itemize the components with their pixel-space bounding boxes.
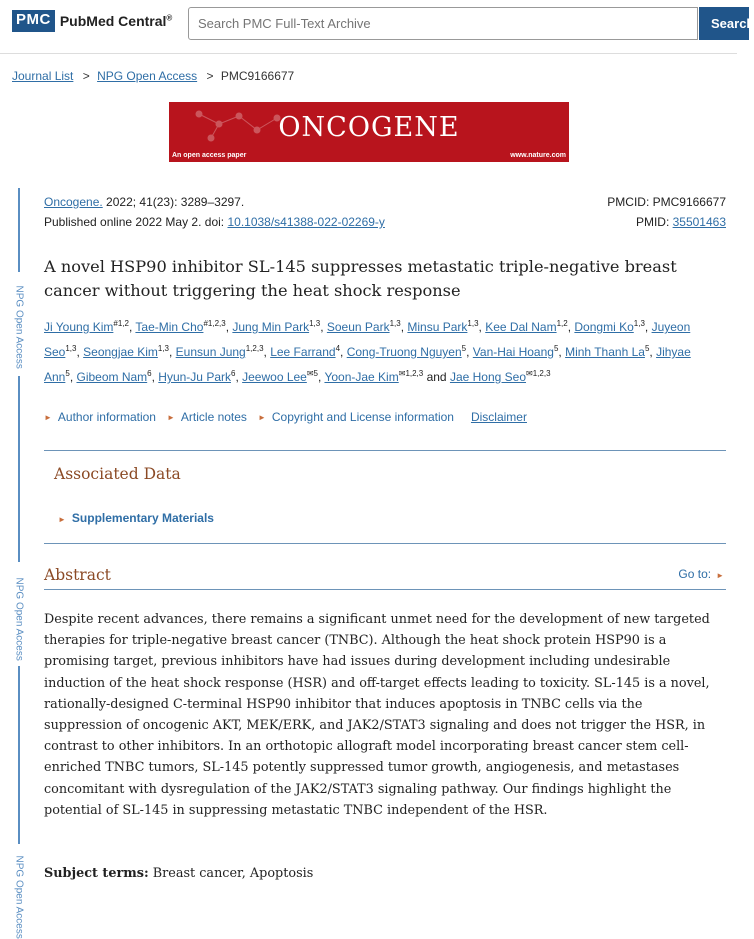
author-information-link[interactable]: Author information	[57, 410, 156, 424]
goto-label: Go to:	[678, 567, 712, 581]
breadcrumb-separator: >	[206, 69, 214, 83]
author-list: Ji Young Kim$^{\#1,2}$, Tae-Min Cho$^{\#1,2,3}$, Jung Min Park$^{1,3}$, Soeun Park$^{1,3}$, Minsu Park$^{1,3}$, Kee Dal Nam$^{1,2}$, Dongmi Ko$^{1,3}$, Juyeon Seo$^{1,3}$, Seongjae Kim$^{1,3}$, Eunsun Jung$^{1,2,3}$, Lee Farrand$^4$, Cong-Truong Nguyen$^5$, Van-Hai Hoang$^5$, Minh Thanh La$^5$, Jihyae Ann$^5$, Gibeom Nam$^6$, Hyun-Ju Park$^6$, Jeewoo Lee$^{✉5}$, Yoon-Jae Kim$^{✉1,2,3}$ and Jae Hong Seo$^{✉1,2,3}$	[44, 319, 691, 384]
article-notes-link[interactable]: Article notes	[180, 410, 247, 424]
pmc-logo[interactable]	[12, 10, 172, 32]
author-affiliation: 6	[231, 369, 236, 378]
author-affiliation: 1,3	[633, 319, 645, 328]
open-access-sidebar	[13, 188, 25, 939]
sidebar-line	[18, 188, 20, 272]
triangle-right-icon: ►	[58, 515, 66, 524]
site-header	[0, 0, 754, 54]
author-link[interactable]: Jihyae Ann	[44, 345, 691, 384]
author-link[interactable]: Juyeon Seo	[44, 320, 691, 359]
author-link[interactable]: Van-Hai Hoang	[472, 345, 554, 359]
article-title: A novel HSP90 inhibitor SL-145 suppresses metastatic triple-negative breast cancer without triggering the heat shock response	[44, 257, 677, 300]
associated-data-section	[44, 450, 726, 544]
search-input[interactable]	[188, 7, 698, 40]
author-link[interactable]: Jeewoo Lee	[242, 370, 307, 384]
supplementary-materials-toggle[interactable]	[58, 511, 214, 525]
author-affiliation: 6	[147, 369, 152, 378]
pmid-label: PMID:	[635, 215, 673, 229]
author-link[interactable]: Dongmi Ko	[574, 320, 634, 334]
journal-title: ONCOGENE	[278, 112, 460, 143]
pmcid: PMCID: PMC9166677	[607, 195, 726, 209]
author-link[interactable]: Tae-Min Cho	[135, 320, 204, 334]
author-affiliation: ✉1,2,3	[398, 369, 424, 378]
citation	[44, 192, 385, 232]
triangle-right-icon: ►	[716, 571, 724, 580]
triangle-right-icon: ►	[166, 412, 175, 422]
registered-mark: ®	[166, 13, 173, 23]
sidebar-label: NPG Open Access	[13, 577, 25, 661]
author-affiliation: 1,2	[556, 319, 568, 328]
subject-terms-values: Breast cancer, Apoptosis	[152, 866, 314, 881]
subject-terms	[44, 866, 313, 881]
pmc-logo-mark: PMC	[12, 10, 55, 32]
abstract-text: Despite recent advances, there remains a significant unmet need for the development of new targeted therapies for triple-negative breast cancer (TNBC). Although the heat shock protein HSP90 is a promising target, previous inhibitors have had issues during development including undesirable induction of the heat shock response (HSR) and off-target effects leading to toxicity. SL-145 is a novel, rationally-designed C-terminal HSP90 inhibitor that induces apoptosis in TNBC cells via the suppression of oncogenic AKT, MEK/ERK, and JAK2/STAT3 signaling and does not trigger the HSR, in contrast to other inhibitors. In an orthotopic allograft model incorporating breast cancer stem cell-enriched TNBC tumors, SL-145 potently suppressed tumor growth, angiogenesis, and metastases concomitant with dysregulation of the JAK2/STAT3 signaling pathway. Our findings highlight the potential of SL-145 in suppressing metastatic TNBC independent of the HSR.	[44, 612, 710, 818]
author-link[interactable]: Ji Young Kim	[44, 320, 114, 334]
search-button[interactable]: Search	[699, 7, 749, 40]
goto-menu[interactable]	[678, 567, 724, 581]
author-affiliation: 1,3	[389, 319, 401, 328]
abstract-header	[44, 565, 726, 590]
author-link[interactable]: Lee Farrand	[270, 345, 336, 359]
publisher-url: www.nature.com	[510, 152, 566, 159]
author-affiliation: ✉5	[306, 369, 318, 378]
sidebar-label: NPG Open Access	[13, 285, 25, 369]
citation-details: 2022; 41(23): 3289–3297.	[102, 195, 245, 209]
author-affiliation: 4	[335, 344, 341, 353]
author-link[interactable]: Seongjae Kim	[83, 345, 158, 359]
author-affiliation: 5	[461, 344, 467, 353]
author-link[interactable]: Hyun-Ju Park	[158, 370, 231, 384]
triangle-right-icon: ►	[257, 412, 266, 422]
author-affiliation: #1,2,3	[203, 319, 226, 328]
breadcrumb	[12, 69, 294, 83]
open-access-note: An open access paper	[172, 152, 247, 159]
sidebar-line	[18, 666, 20, 844]
author-link[interactable]: Soeun Park	[326, 320, 390, 334]
author-link[interactable]: Jung Min Park	[232, 320, 310, 334]
associated-data-title: Associated Data	[54, 465, 181, 483]
author-link[interactable]: Kee Dal Nam	[485, 320, 557, 334]
disclaimer-link[interactable]: Disclaimer	[470, 410, 527, 424]
copyright-link[interactable]: Copyright and License information	[271, 410, 454, 424]
author-link[interactable]: Eunsun Jung	[175, 345, 246, 359]
journal-link[interactable]: Oncogene.	[44, 195, 103, 209]
author-affiliation: 1,3	[157, 344, 169, 353]
author-link[interactable]: Cong-Truong Nguyen	[346, 345, 462, 359]
author-affiliation: ✉1,2,3	[526, 369, 551, 378]
breadcrumb-current: PMC9166677	[220, 69, 295, 83]
pmc-logo-name: PubMed Central	[59, 13, 167, 29]
author-affiliation: 1,3	[65, 344, 77, 353]
breadcrumb-journal-list[interactable]: Journal List	[12, 69, 74, 83]
subject-terms-label: Subject terms:	[44, 866, 149, 881]
author-affiliation: 1,2,3	[245, 344, 264, 353]
pmc-logo-text	[60, 13, 172, 29]
article-ids	[607, 192, 726, 232]
author-affiliation: 1,3	[467, 319, 479, 328]
journal-banner[interactable]	[169, 102, 569, 162]
authors-and: and	[426, 370, 447, 384]
author-affiliation: 5	[644, 344, 650, 353]
author-link[interactable]: Minh Thanh La	[565, 345, 645, 359]
supplementary-label: Supplementary Materials	[71, 511, 214, 525]
author-link[interactable]: Gibeom Nam	[76, 370, 148, 384]
author-affiliation: 1,3	[309, 319, 321, 328]
sidebar-line	[18, 376, 20, 562]
pmid-link[interactable]: 35501463	[672, 215, 726, 229]
abstract-title: Abstract	[44, 566, 111, 584]
breadcrumb-separator: >	[82, 69, 90, 83]
author-link[interactable]: Yoon-Jae Kim	[324, 370, 399, 384]
doi-link[interactable]: 10.1038/s41388-022-02269-y	[227, 215, 385, 229]
breadcrumb-npg-open-access[interactable]: NPG Open Access	[97, 69, 198, 83]
published-date: Published online 2022 May 2. doi:	[44, 215, 228, 229]
article-info-links	[44, 410, 538, 424]
author-affiliation: 5	[65, 369, 70, 378]
author-affiliation: #1,2	[113, 319, 129, 328]
sidebar-label: NPG Open Access	[13, 855, 25, 939]
author-link[interactable]: Minsu Park	[407, 320, 468, 334]
author-affiliation: 5	[553, 344, 559, 353]
triangle-right-icon: ►	[44, 412, 52, 422]
author-link[interactable]: Jae Hong Seo	[449, 370, 527, 384]
